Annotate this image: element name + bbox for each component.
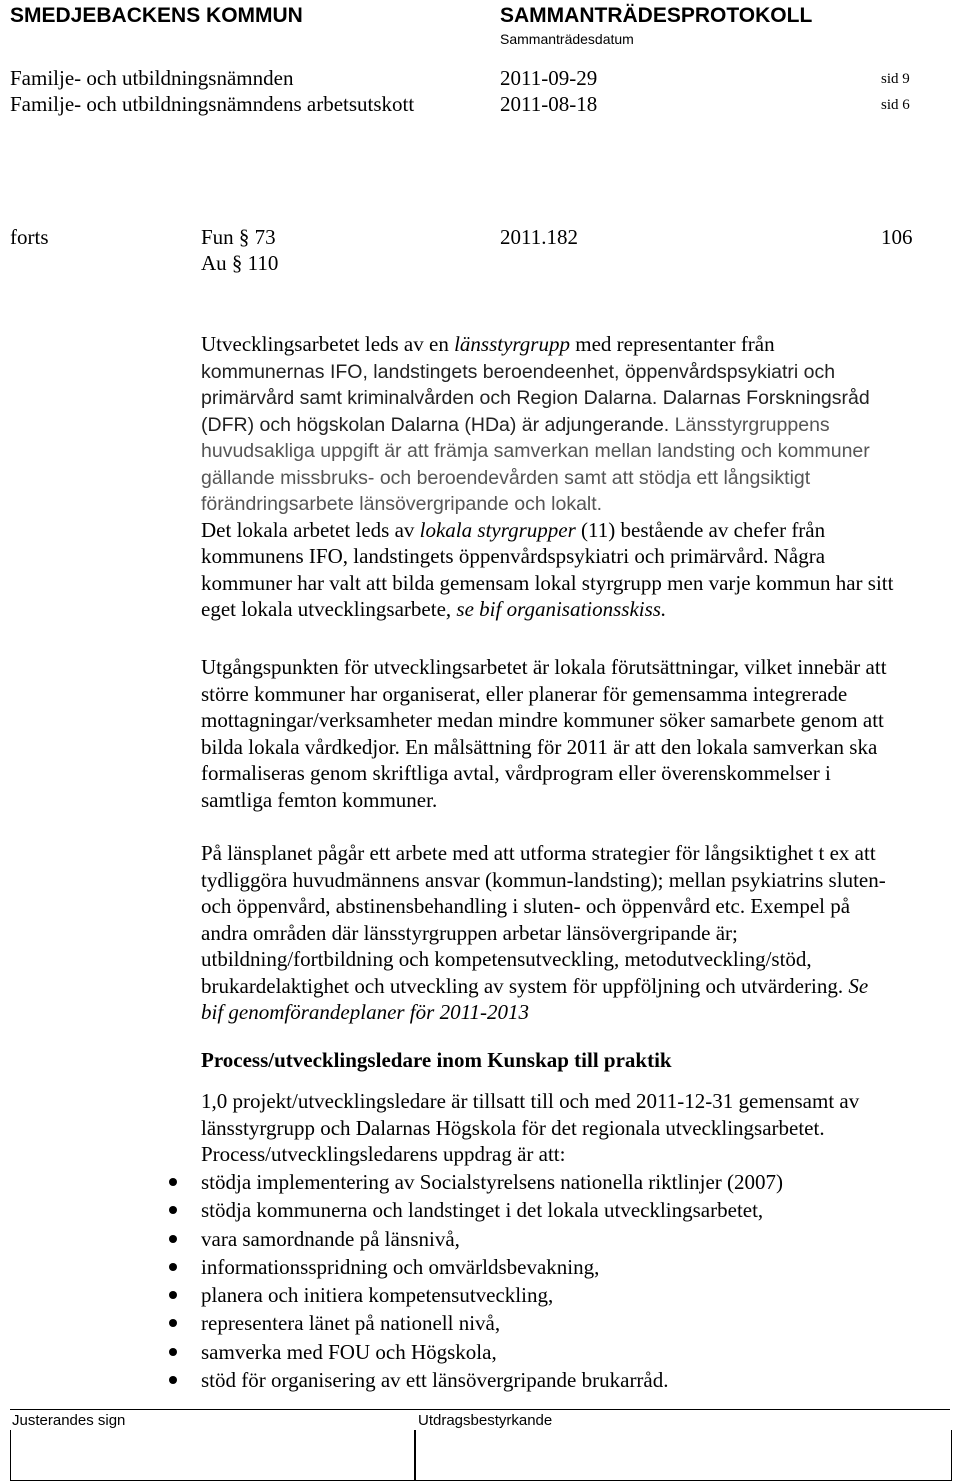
list-item: stödja kommunerna och landstinget i det lokala utvecklingsarbetet,	[201, 1196, 946, 1224]
section-heading: Process/utvecklingsledare inom Kunskap till praktik	[201, 1048, 672, 1072]
footer-divider	[10, 1409, 950, 1410]
committee-name: Familje- och utbildningsnämnden	[10, 66, 294, 90]
bullet-icon	[169, 1178, 177, 1186]
justification-sign-label: Justerandes sign	[12, 1412, 126, 1429]
subcommittee-date: 2011-08-18	[500, 92, 598, 116]
paragraph-steering-group: Utvecklingsarbetet leds av en länsstyrgrupp med representanter från kommunernas IFO, landstingets beroendeenhet, öppenvårdspsykiatri och primärvård samt kriminalvården och Region Dalarna. Dalarnas Forskningsråd (DFR) och högskolan Dalarna (HDa) är adjungerande. Länsstyrgruppens huvudsakliga uppgift är att främja samverkan mellan landsting och kommuner gällande missbruks- och beroendevården samt att stödja ett långsiktigt förändringsarbete länsövergripande och lokalt. Det lokala arbetet leds av lokala styrgrupper (11) bestående av chefer från kommunens IFO, landstingets öppenvårdspsykiatri och primärvård. Några kommuner har valt att bilda gemensam lokal styrgrupp men varje kommun har sitt eget lokala utvecklingsarbete, se bif organisationsskiss.	[201, 332, 894, 621]
document-type: SAMMANTRÄDESPROTOKOLL	[500, 4, 813, 27]
committee-date: 2011-09-29	[500, 66, 598, 90]
bullet-icon	[169, 1376, 177, 1384]
paragraph-starting-point: Utgångspunkten för utvecklingsarbetet är lokala förutsättningar, vilket innebär att större kommuner har organiserat, eller planerar för gemensamma integrerade mottagningar/verksamheter medan mindre kommuner söker samarbete genom att bilda lokala vårdkedjor. En målsättning för 2011 är att den lokala samverkan ska formaliseras genom skriftliga avtal, vårdprogram eller överenskommelser i samtliga femton kommuner.	[201, 655, 887, 812]
subcommittee-name: Familje- och utbildningsnämndens arbetsutskott	[10, 92, 415, 116]
paragraph-county-level: På länsplanet pågår ett arbete med att utforma strategier för långsiktighet t ex att tydliggöra huvudmännens ansvar (kommun-landsting); mellan psykiatrins sluten- och öppenvård, abstinensbehandling i sluten- och öppenvård etc. Exempel på andra områden där länsstyrgruppen arbetar länsövergripande är; utbildning/fortbildning och kompetensutveckling, metodutveckling/stöd, brukardelaktighet och utveckling av system för uppföljning och utvärdering. Se bif genomförandeplaner för 2011-2013	[201, 841, 886, 1024]
case-page-number: 106	[881, 225, 913, 249]
excerpt-certification-label: Utdragsbestyrkande	[418, 1412, 553, 1429]
list-item: stöd för organisering av ett länsövergripande brukarråd.	[201, 1366, 946, 1394]
municipality-name: SMEDJEBACKENS KOMMUN	[10, 4, 303, 27]
list-item: planera och initiera kompetensutveckling,	[201, 1281, 946, 1309]
list-item: representera länet på nationell nivå,	[201, 1309, 946, 1337]
case-ref-au: Au § 110	[201, 251, 279, 275]
list-item: samverka med FOU och Högskola,	[201, 1338, 946, 1366]
subcommittee-page: sid 6	[881, 97, 910, 113]
bullet-icon	[169, 1206, 177, 1214]
meeting-date-label: Sammanträdesdatum	[500, 31, 634, 47]
excerpt-certification-box	[414, 1430, 952, 1481]
list-item: vara samordnande på länsnivå,	[201, 1225, 946, 1253]
paragraph-process-leader: 1,0 projekt/utvecklingsledare är tillsatt till och med 2011-12-31 gemensamt av länsstyrgrupp och Dalarnas Högskola för det regionala utvecklingsarbetet. Process/utvecklingsledarens uppdrag är att:	[201, 1089, 860, 1166]
case-number: 2011.182	[500, 225, 578, 249]
justification-sign-box	[10, 1430, 416, 1481]
assignment-list	[201, 1168, 946, 1394]
bullet-icon	[169, 1235, 177, 1243]
bullet-icon	[169, 1319, 177, 1327]
list-item: stödja implementering av Socialstyrelsens nationella riktlinjer (2007)	[201, 1168, 946, 1196]
bullet-icon	[169, 1263, 177, 1271]
bullet-icon	[169, 1348, 177, 1356]
case-ref-fun: Fun § 73	[201, 225, 276, 249]
case-prefix: forts	[10, 225, 49, 249]
committee-page: sid 9	[881, 71, 910, 87]
list-item: informationsspridning och omvärldsbevakning,	[201, 1253, 946, 1281]
bullet-icon	[169, 1291, 177, 1299]
